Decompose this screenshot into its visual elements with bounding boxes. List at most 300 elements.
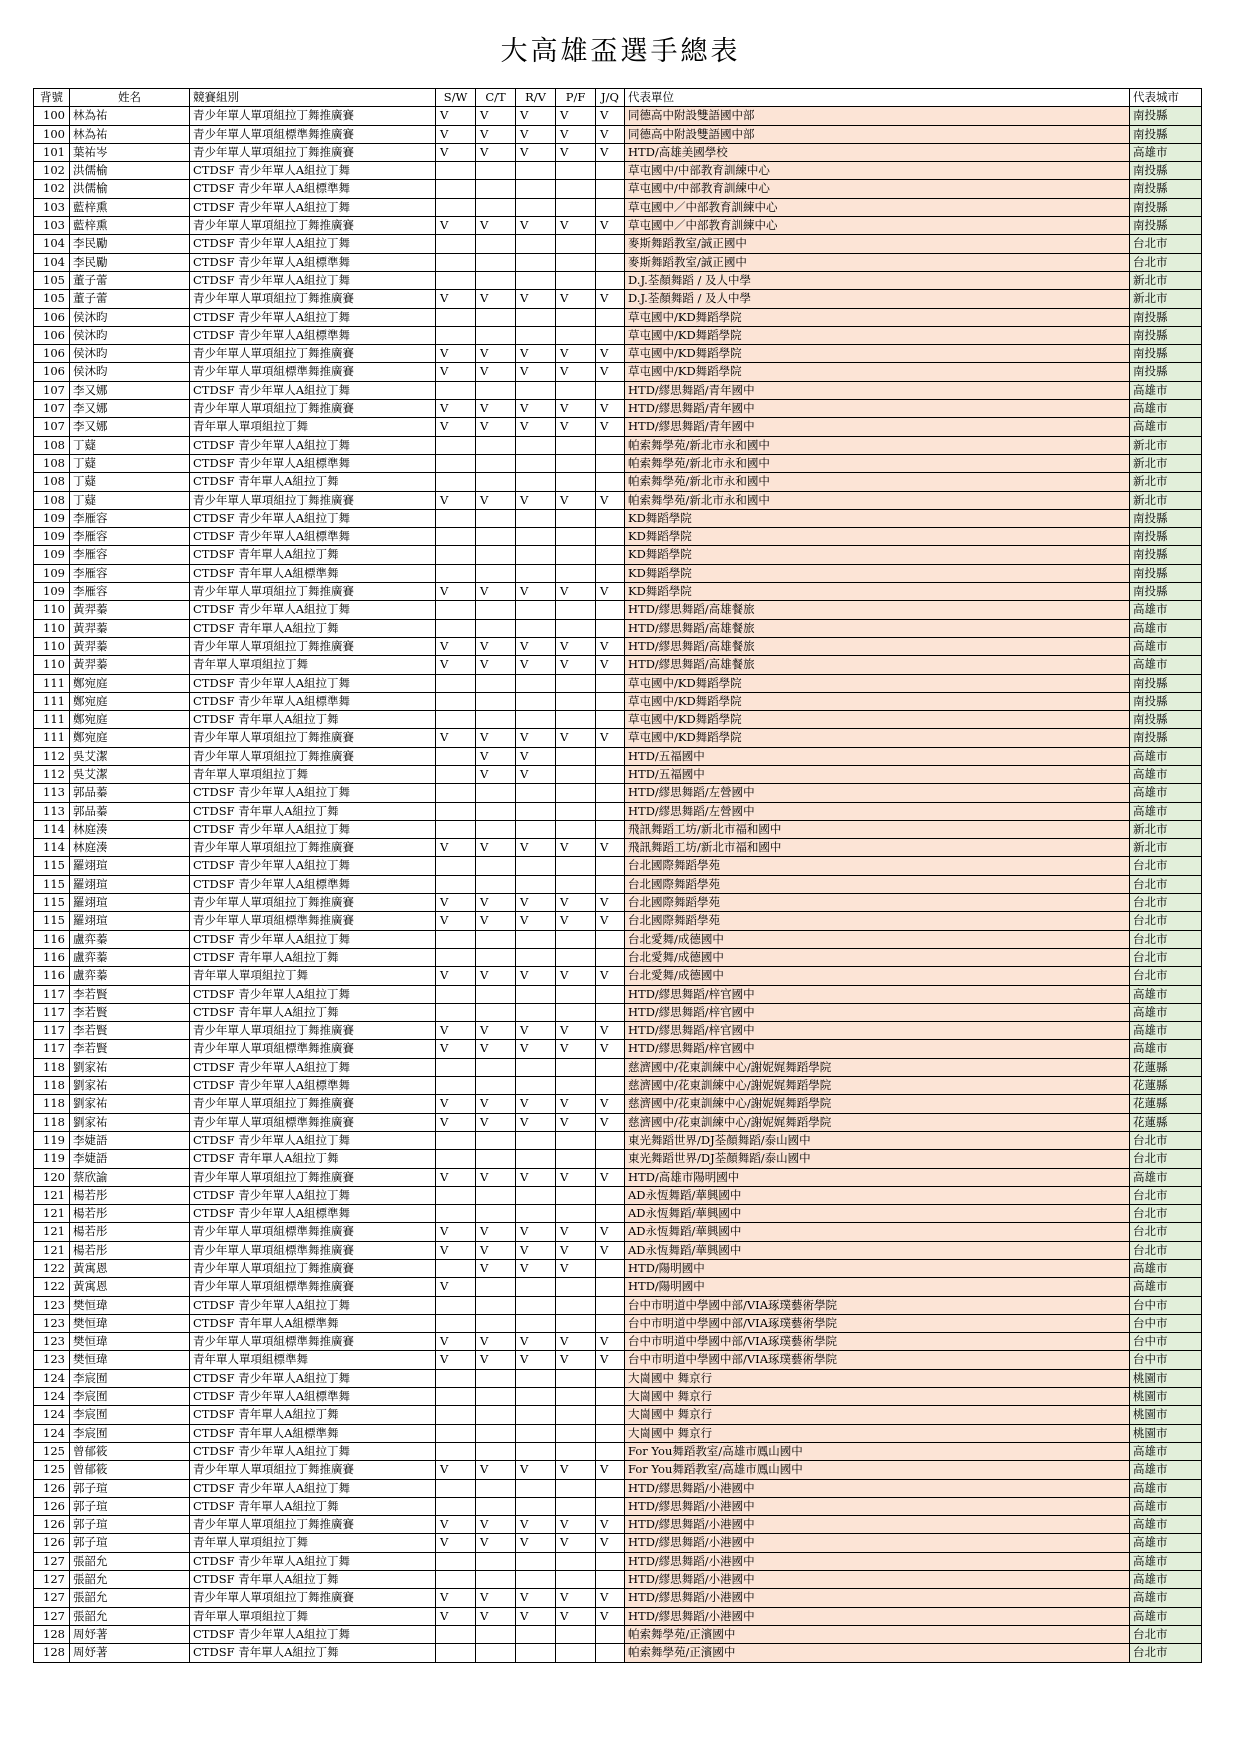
event-cell: CTDSF 青少年單人A組拉丁舞 xyxy=(190,857,436,875)
pf-cell: V xyxy=(556,894,596,912)
event-cell: 青少年單人單項組標準舞推廣賽 xyxy=(190,1223,436,1241)
sw-cell xyxy=(436,930,476,948)
event-cell: 青少年單人單項組標準舞推廣賽 xyxy=(190,912,436,930)
pf-cell: V xyxy=(556,583,596,601)
city-cell: 台北市 xyxy=(1130,1186,1202,1204)
sw-cell xyxy=(436,985,476,1003)
sw-cell: V xyxy=(436,418,476,436)
pf-cell: V xyxy=(556,400,596,418)
table-row xyxy=(34,1241,1202,1259)
number-cell: 113 xyxy=(34,802,70,820)
city-cell: 桃園市 xyxy=(1130,1406,1202,1424)
number-cell: 128 xyxy=(34,1644,70,1662)
ct-cell: V xyxy=(476,656,516,674)
jq-cell xyxy=(596,454,625,472)
event-cell: 青少年單人單項組拉丁舞推廣賽 xyxy=(190,583,436,601)
name-cell: 樊恒瑋 xyxy=(70,1351,190,1369)
number-cell: 104 xyxy=(34,253,70,271)
ct-cell: V xyxy=(476,290,516,308)
ct-cell xyxy=(476,1479,516,1497)
unit-cell: 帕索舞學苑/正濱國中 xyxy=(625,1644,1130,1662)
name-cell: 李婕語 xyxy=(70,1131,190,1149)
jq-cell xyxy=(596,802,625,820)
event-cell: CTDSF 青少年單人A組拉丁舞 xyxy=(190,436,436,454)
rv-cell xyxy=(516,1552,556,1570)
rv-cell xyxy=(516,1150,556,1168)
sw-cell xyxy=(436,857,476,875)
city-cell: 台北市 xyxy=(1130,1150,1202,1168)
name-cell: 劉家祐 xyxy=(70,1077,190,1095)
name-cell: 黃羿蓁 xyxy=(70,619,190,637)
ct-cell xyxy=(476,1186,516,1204)
city-cell: 台北市 xyxy=(1130,1625,1202,1643)
sw-cell xyxy=(436,271,476,289)
sw-cell: V xyxy=(436,912,476,930)
rv-cell: V xyxy=(516,1260,556,1278)
rv-cell: V xyxy=(516,1333,556,1351)
rv-cell xyxy=(516,162,556,180)
pf-cell xyxy=(556,308,596,326)
sw-cell xyxy=(436,692,476,710)
rv-cell xyxy=(516,1644,556,1662)
unit-cell: 草屯國中/中部教育訓練中心 xyxy=(625,162,1130,180)
table-row xyxy=(34,1278,1202,1296)
city-cell: 台北市 xyxy=(1130,1223,1202,1241)
number-cell: 117 xyxy=(34,985,70,1003)
ct-cell: V xyxy=(476,894,516,912)
table-row xyxy=(34,729,1202,747)
jq-cell xyxy=(596,1186,625,1204)
event-cell: CTDSF 青少年單人A組標準舞 xyxy=(190,1388,436,1406)
name-cell: 李宸囿 xyxy=(70,1424,190,1442)
rv-cell xyxy=(516,1497,556,1515)
name-cell: 羅翊瑄 xyxy=(70,912,190,930)
ct-cell: V xyxy=(476,1241,516,1259)
number-cell: 126 xyxy=(34,1479,70,1497)
city-cell: 台北市 xyxy=(1130,253,1202,271)
rv-cell xyxy=(516,271,556,289)
ct-cell: V xyxy=(476,765,516,783)
event-cell: CTDSF 青少年單人A組拉丁舞 xyxy=(190,1058,436,1076)
event-cell: 青少年單人單項組拉丁舞推廣賽 xyxy=(190,1168,436,1186)
jq-cell: V xyxy=(596,1241,625,1259)
sw-cell xyxy=(436,546,476,564)
rv-cell: V xyxy=(516,217,556,235)
table-row xyxy=(34,1223,1202,1241)
table-row xyxy=(34,1388,1202,1406)
name-cell: 郭子瑄 xyxy=(70,1516,190,1534)
pf-cell xyxy=(556,1406,596,1424)
event-cell: 青年單人單項組拉丁舞 xyxy=(190,1534,436,1552)
name-cell: 樊恒瑋 xyxy=(70,1333,190,1351)
pf-cell: V xyxy=(556,1260,596,1278)
pf-cell xyxy=(556,802,596,820)
sw-cell xyxy=(436,180,476,198)
name-cell: 周妤著 xyxy=(70,1625,190,1643)
name-cell: 張韶允 xyxy=(70,1589,190,1607)
unit-cell: 同德高中附設雙語國中部 xyxy=(625,107,1130,125)
rv-cell: V xyxy=(516,1113,556,1131)
table-row xyxy=(34,491,1202,509)
unit-cell: 大崗國中 舞京行 xyxy=(625,1388,1130,1406)
number-cell: 117 xyxy=(34,1040,70,1058)
table-row xyxy=(34,1260,1202,1278)
table-row xyxy=(34,1131,1202,1149)
unit-cell: 台北愛舞/成德國中 xyxy=(625,948,1130,966)
number-cell: 109 xyxy=(34,528,70,546)
pf-cell xyxy=(556,1479,596,1497)
jq-cell xyxy=(596,875,625,893)
rv-cell: V xyxy=(516,1022,556,1040)
pf-cell xyxy=(556,564,596,582)
rv-cell: V xyxy=(516,765,556,783)
jq-cell: V xyxy=(596,1333,625,1351)
ct-cell xyxy=(476,308,516,326)
city-cell: 台北市 xyxy=(1130,967,1202,985)
event-cell: 青少年單人單項組拉丁舞推廣賽 xyxy=(190,107,436,125)
table-row xyxy=(34,1497,1202,1515)
ct-cell xyxy=(476,564,516,582)
number-cell: 107 xyxy=(34,381,70,399)
name-cell: 郭品蓁 xyxy=(70,802,190,820)
city-cell: 高雄市 xyxy=(1130,1040,1202,1058)
unit-cell: 帕索舞學苑/新北市永和國中 xyxy=(625,454,1130,472)
name-cell: 蔡欣諭 xyxy=(70,1168,190,1186)
unit-cell: HTD/繆思舞蹈/小港國中 xyxy=(625,1589,1130,1607)
ct-cell xyxy=(476,1003,516,1021)
sw-cell xyxy=(436,1131,476,1149)
sw-cell: V xyxy=(436,1095,476,1113)
table-row xyxy=(34,363,1202,381)
name-cell: 楊若彤 xyxy=(70,1241,190,1259)
unit-cell: 大崗國中 舞京行 xyxy=(625,1424,1130,1442)
rv-cell: V xyxy=(516,363,556,381)
ct-cell: V xyxy=(476,1461,516,1479)
pf-cell xyxy=(556,1296,596,1314)
unit-cell: 草屯國中/KD舞蹈學院 xyxy=(625,308,1130,326)
sw-cell xyxy=(436,674,476,692)
city-cell: 南投縣 xyxy=(1130,107,1202,125)
rv-cell xyxy=(516,1369,556,1387)
ct-cell xyxy=(476,1406,516,1424)
sw-cell xyxy=(436,875,476,893)
rv-cell: V xyxy=(516,747,556,765)
event-cell: CTDSF 青年單人A組拉丁舞 xyxy=(190,948,436,966)
unit-cell: KD舞蹈學院 xyxy=(625,528,1130,546)
col-event: 競賽組別 xyxy=(190,89,436,107)
city-cell: 南投縣 xyxy=(1130,198,1202,216)
ct-cell xyxy=(476,528,516,546)
event-cell: CTDSF 青年單人A組標準舞 xyxy=(190,564,436,582)
table-row xyxy=(34,857,1202,875)
city-cell: 台北市 xyxy=(1130,235,1202,253)
jq-cell xyxy=(596,162,625,180)
ct-cell: V xyxy=(476,1168,516,1186)
sw-cell: V xyxy=(436,125,476,143)
event-cell: 青少年單人單項組拉丁舞推廣賽 xyxy=(190,1461,436,1479)
rv-cell xyxy=(516,985,556,1003)
pf-cell: V xyxy=(556,125,596,143)
table-body xyxy=(34,107,1202,1662)
jq-cell xyxy=(596,674,625,692)
rv-cell: V xyxy=(516,656,556,674)
city-cell: 高雄市 xyxy=(1130,1571,1202,1589)
jq-cell xyxy=(596,820,625,838)
unit-cell: HTD/繆思舞蹈/青年國中 xyxy=(625,400,1130,418)
name-cell: 李又娜 xyxy=(70,418,190,436)
unit-cell: HTD/繆思舞蹈/梓官國中 xyxy=(625,1003,1130,1021)
city-cell: 南投縣 xyxy=(1130,546,1202,564)
unit-cell: HTD/繆思舞蹈/高雄餐旅 xyxy=(625,619,1130,637)
pf-cell xyxy=(556,528,596,546)
sw-cell: V xyxy=(436,363,476,381)
table-row xyxy=(34,583,1202,601)
event-cell: CTDSF 青年單人A組拉丁舞 xyxy=(190,1644,436,1662)
event-cell: 青少年單人單項組拉丁舞推廣賽 xyxy=(190,729,436,747)
table-row xyxy=(34,180,1202,198)
unit-cell: D.J.荃顏舞蹈 / 及人中學 xyxy=(625,290,1130,308)
rv-cell xyxy=(516,436,556,454)
pf-cell xyxy=(556,1369,596,1387)
ct-cell xyxy=(476,1625,516,1643)
pf-cell: V xyxy=(556,290,596,308)
unit-cell: HTD/繆思舞蹈/左營國中 xyxy=(625,802,1130,820)
pf-cell xyxy=(556,473,596,491)
ct-cell xyxy=(476,820,516,838)
event-cell: CTDSF 青少年單人A組拉丁舞 xyxy=(190,235,436,253)
city-cell: 南投縣 xyxy=(1130,509,1202,527)
jq-cell: V xyxy=(596,912,625,930)
number-cell: 127 xyxy=(34,1571,70,1589)
city-cell: 高雄市 xyxy=(1130,1479,1202,1497)
jq-cell xyxy=(596,1552,625,1570)
number-cell: 108 xyxy=(34,473,70,491)
name-cell: 李宸囿 xyxy=(70,1388,190,1406)
event-cell: 青少年單人單項組拉丁舞推廣賽 xyxy=(190,1589,436,1607)
jq-cell: V xyxy=(596,418,625,436)
ct-cell xyxy=(476,1644,516,1662)
ct-cell xyxy=(476,948,516,966)
number-cell: 107 xyxy=(34,400,70,418)
rv-cell xyxy=(516,509,556,527)
jq-cell: V xyxy=(596,1040,625,1058)
unit-cell: HTD/繆思舞蹈/青年國中 xyxy=(625,418,1130,436)
event-cell: 青少年單人單項組拉丁舞推廣賽 xyxy=(190,1516,436,1534)
pf-cell xyxy=(556,546,596,564)
ct-cell: V xyxy=(476,747,516,765)
sw-cell xyxy=(436,1552,476,1570)
rv-cell xyxy=(516,454,556,472)
unit-cell: HTD/繆思舞蹈/梓官國中 xyxy=(625,1040,1130,1058)
table-row xyxy=(34,235,1202,253)
pf-cell xyxy=(556,985,596,1003)
number-cell: 109 xyxy=(34,509,70,527)
unit-cell: HTD/五福國中 xyxy=(625,747,1130,765)
sw-cell: V xyxy=(436,637,476,655)
pf-cell xyxy=(556,1625,596,1643)
jq-cell xyxy=(596,326,625,344)
jq-cell xyxy=(596,1296,625,1314)
sw-cell: V xyxy=(436,1113,476,1131)
city-cell: 台北市 xyxy=(1130,894,1202,912)
city-cell: 桃園市 xyxy=(1130,1424,1202,1442)
number-cell: 103 xyxy=(34,198,70,216)
ct-cell xyxy=(476,180,516,198)
number-cell: 119 xyxy=(34,1150,70,1168)
name-cell: 侯沐昀 xyxy=(70,308,190,326)
unit-cell: 台北國際舞蹈學苑 xyxy=(625,912,1130,930)
unit-cell: 東光舞蹈世界/DJ荃顏舞蹈/泰山國中 xyxy=(625,1150,1130,1168)
sw-cell xyxy=(436,235,476,253)
pf-cell: V xyxy=(556,1534,596,1552)
pf-cell xyxy=(556,765,596,783)
name-cell: 周妤著 xyxy=(70,1644,190,1662)
city-cell: 高雄市 xyxy=(1130,601,1202,619)
table-row xyxy=(34,839,1202,857)
event-cell: 青少年單人單項組標準舞推廣賽 xyxy=(190,1333,436,1351)
sw-cell xyxy=(436,564,476,582)
event-cell: CTDSF 青少年單人A組拉丁舞 xyxy=(190,381,436,399)
rv-cell: V xyxy=(516,125,556,143)
name-cell: 李民勵 xyxy=(70,253,190,271)
sw-cell xyxy=(436,1497,476,1515)
unit-cell: For You舞蹈教室/高雄市鳳山國中 xyxy=(625,1461,1130,1479)
rv-cell xyxy=(516,1442,556,1460)
name-cell: 吳艾潔 xyxy=(70,765,190,783)
table-row xyxy=(34,1479,1202,1497)
name-cell: 鄭宛庭 xyxy=(70,729,190,747)
unit-cell: 台中市明道中學國中部/VIA琢璞藝術學院 xyxy=(625,1296,1130,1314)
event-cell: CTDSF 青少年單人A組拉丁舞 xyxy=(190,784,436,802)
pf-cell xyxy=(556,1278,596,1296)
event-cell: CTDSF 青少年單人A組拉丁舞 xyxy=(190,1186,436,1204)
event-cell: CTDSF 青年單人A組拉丁舞 xyxy=(190,1571,436,1589)
sw-cell xyxy=(436,1058,476,1076)
pf-cell: V xyxy=(556,1241,596,1259)
name-cell: 樊恒瑋 xyxy=(70,1296,190,1314)
number-cell: 126 xyxy=(34,1534,70,1552)
ct-cell xyxy=(476,674,516,692)
rv-cell xyxy=(516,1424,556,1442)
rv-cell xyxy=(516,601,556,619)
unit-cell: 草屯國中/KD舞蹈學院 xyxy=(625,692,1130,710)
pf-cell xyxy=(556,180,596,198)
jq-cell xyxy=(596,1625,625,1643)
number-cell: 122 xyxy=(34,1278,70,1296)
name-cell: 張韶允 xyxy=(70,1607,190,1625)
city-cell: 南投縣 xyxy=(1130,326,1202,344)
name-cell: 張韶允 xyxy=(70,1552,190,1570)
jq-cell xyxy=(596,1278,625,1296)
rv-cell: V xyxy=(516,1241,556,1259)
city-cell: 新北市 xyxy=(1130,820,1202,838)
sw-cell: V xyxy=(436,839,476,857)
unit-cell: AD永恆舞蹈/華興國中 xyxy=(625,1223,1130,1241)
unit-cell: 慈濟國中/花東訓練中心/謝妮娓舞蹈學院 xyxy=(625,1058,1130,1076)
number-cell: 123 xyxy=(34,1314,70,1332)
number-cell: 124 xyxy=(34,1424,70,1442)
city-cell: 高雄市 xyxy=(1130,418,1202,436)
event-cell: CTDSF 青少年單人A組拉丁舞 xyxy=(190,1625,436,1643)
table-row xyxy=(34,1205,1202,1223)
table-row xyxy=(34,1534,1202,1552)
table-row xyxy=(34,619,1202,637)
rv-cell: V xyxy=(516,967,556,985)
number-cell: 114 xyxy=(34,839,70,857)
unit-cell: 慈濟國中/花東訓練中心/謝妮娓舞蹈學院 xyxy=(625,1113,1130,1131)
ct-cell xyxy=(476,546,516,564)
sw-cell xyxy=(436,1186,476,1204)
unit-cell: 帕索舞學苑/正濱國中 xyxy=(625,1625,1130,1643)
table-row xyxy=(34,1607,1202,1625)
jq-cell: V xyxy=(596,400,625,418)
event-cell: CTDSF 青少年單人A組拉丁舞 xyxy=(190,1131,436,1149)
unit-cell: For You舞蹈教室/高雄市鳳山國中 xyxy=(625,1442,1130,1460)
name-cell: 羅翊瑄 xyxy=(70,875,190,893)
table-row xyxy=(34,985,1202,1003)
jq-cell: V xyxy=(596,290,625,308)
pf-cell xyxy=(556,253,596,271)
name-cell: 李若賢 xyxy=(70,1022,190,1040)
rv-cell xyxy=(516,784,556,802)
jq-cell: V xyxy=(596,107,625,125)
jq-cell xyxy=(596,765,625,783)
number-cell: 108 xyxy=(34,491,70,509)
unit-cell: 台中市明道中學國中部/VIA琢璞藝術學院 xyxy=(625,1333,1130,1351)
sw-cell: V xyxy=(436,1168,476,1186)
unit-cell: 麥斯舞蹈教室/誠正國中 xyxy=(625,253,1130,271)
city-cell: 桃園市 xyxy=(1130,1388,1202,1406)
number-cell: 115 xyxy=(34,912,70,930)
event-cell: CTDSF 青少年單人A組拉丁舞 xyxy=(190,198,436,216)
jq-cell xyxy=(596,747,625,765)
pf-cell: V xyxy=(556,729,596,747)
unit-cell: D.J.荃顏舞蹈 / 及人中學 xyxy=(625,271,1130,289)
city-cell: 花蓮縣 xyxy=(1130,1058,1202,1076)
unit-cell: 草屯國中/中部教育訓練中心 xyxy=(625,180,1130,198)
table-row xyxy=(34,400,1202,418)
rv-cell: V xyxy=(516,1168,556,1186)
ct-cell xyxy=(476,1571,516,1589)
ct-cell xyxy=(476,985,516,1003)
pf-cell: V xyxy=(556,967,596,985)
table-row xyxy=(34,381,1202,399)
ct-cell: V xyxy=(476,1095,516,1113)
city-cell: 南投縣 xyxy=(1130,729,1202,747)
ct-cell xyxy=(476,473,516,491)
pf-cell xyxy=(556,674,596,692)
name-cell: 鄭宛庭 xyxy=(70,674,190,692)
rv-cell xyxy=(516,1077,556,1095)
jq-cell: V xyxy=(596,637,625,655)
pf-cell: V xyxy=(556,1022,596,1040)
jq-cell xyxy=(596,1424,625,1442)
city-cell: 高雄市 xyxy=(1130,747,1202,765)
unit-cell: 麥斯舞蹈教室/誠正國中 xyxy=(625,235,1130,253)
unit-cell: 同德高中附設雙語國中部 xyxy=(625,125,1130,143)
pf-cell xyxy=(556,1388,596,1406)
rv-cell: V xyxy=(516,290,556,308)
rv-cell xyxy=(516,1058,556,1076)
city-cell: 高雄市 xyxy=(1130,637,1202,655)
number-cell: 118 xyxy=(34,1095,70,1113)
sw-cell xyxy=(436,784,476,802)
pf-cell xyxy=(556,1497,596,1515)
sw-cell xyxy=(436,1424,476,1442)
name-cell: 郭子瑄 xyxy=(70,1497,190,1515)
ct-cell: V xyxy=(476,1113,516,1131)
event-cell: 青少年單人單項組拉丁舞推廣賽 xyxy=(190,290,436,308)
